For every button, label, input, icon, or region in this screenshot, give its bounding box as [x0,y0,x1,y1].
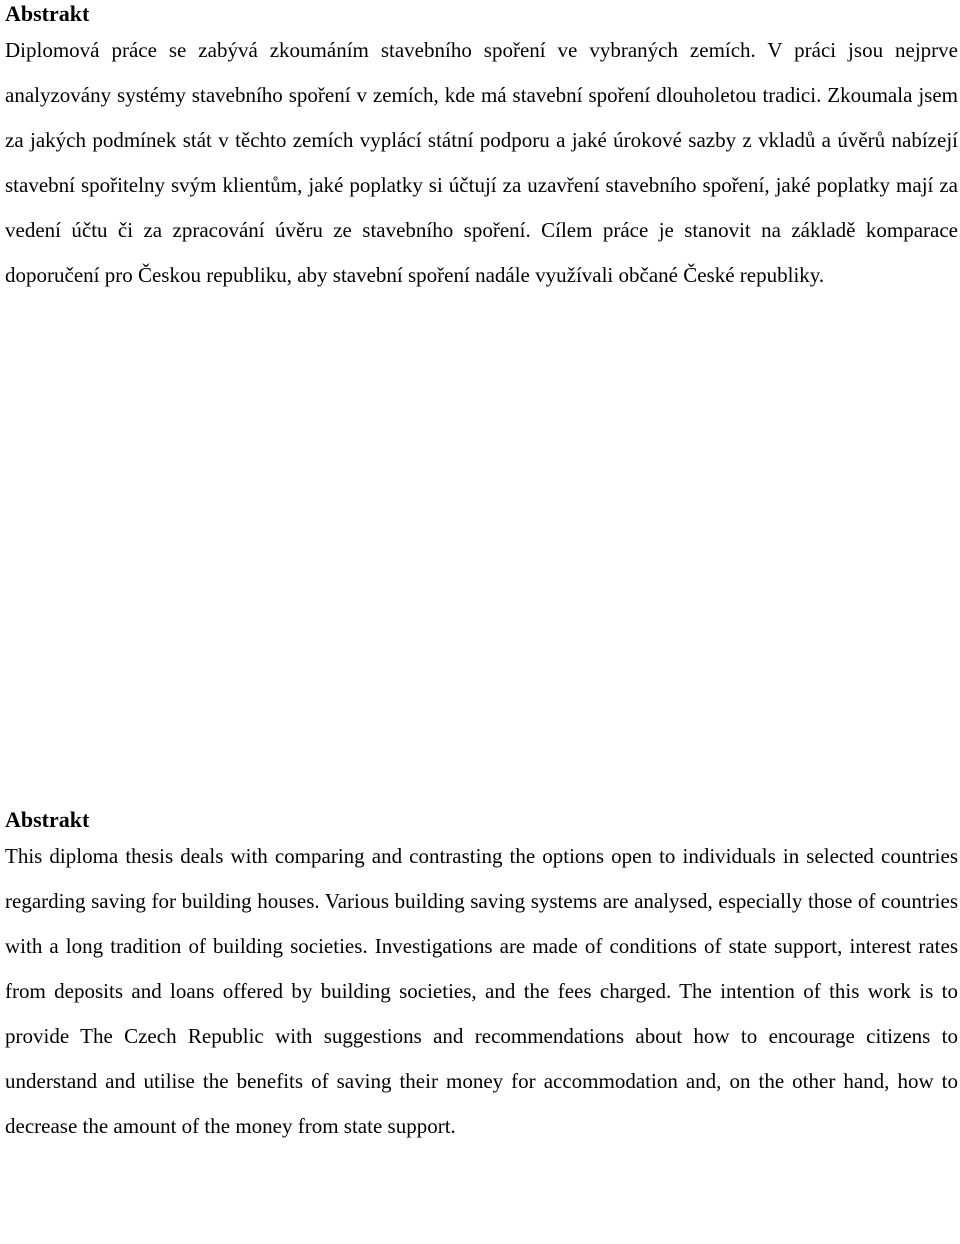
english-abstract-text: This diploma thesis deals with comparing and contrasting the options open to individuals in selected countries regarding saving for building houses. Various building saving systems are analysed, especially those of countries with a long tradition of building societies. Investigations are made of conditions of state support, interest rates from deposits and loans offered by building societies, and the fees charged. The intention of this work is to provide The Czech Republic with suggestions and recommendations about how to encourage citizens to understand and utilise the benefits of saving their money for accommodation and, on the other hand, how to decrease the amount of the money from state support. [5,844,958,1138]
english-abstract-heading: Abstrakt [5,807,90,832]
english-abstract-section [5,806,958,1149]
czech-abstract-section [5,0,958,298]
czech-abstract-text: Diplomová práce se zabývá zkoumáním stavebního spoření ve vybraných zemích. V práci jsou nejprve analyzovány systémy stavebního spoření v zemích, kde má stavební spoření dlouholetou tradici. Zkoumala jsem za jakých podmínek stát v těchto zemích vyplácí státní podporu a jaké úrokové sazby z vkladů a úvěrů nabízejí stavební spořitelny svým klientům, jaké poplatky si účtují za uzavření stavebního spoření, jaké poplatky mají za vedení účtu či za zpracování úvěru ze stavebního spoření. Cílem práce je stanovit na základě komparace doporučení pro Českou republiku, aby stavební spoření nadále využívali občané České republiky. [5,38,958,287]
czech-abstract-heading: Abstrakt [5,1,90,26]
